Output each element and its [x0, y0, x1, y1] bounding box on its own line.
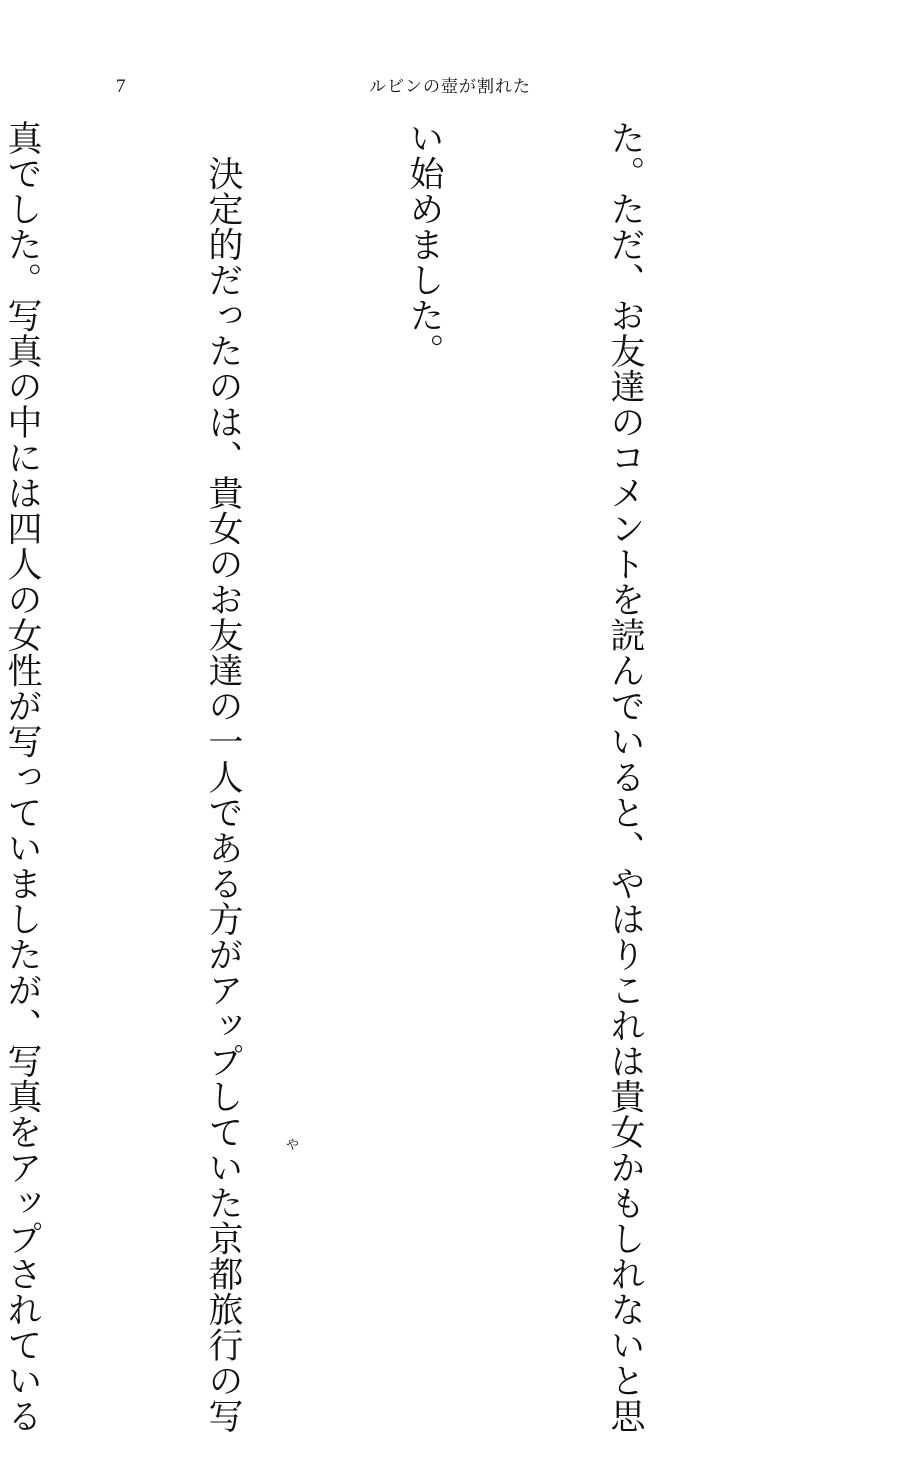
ruby-annotation: や [286, 1138, 300, 1153]
text-line: 真でした。写真の中には四人の女性が写っていましたが、写真をアップされている [2, 120, 42, 1434]
body-text [0, 120, 792, 1434]
running-title: ルビンの壺が割れた [369, 77, 531, 97]
text-line: 決定的だったのは、貴女のお友達の一人である方がアップしていた京都旅行の写 [203, 120, 243, 1434]
text-line: い始めました。 [404, 120, 444, 369]
page-number: 7 [116, 76, 126, 97]
text-line: た。ただ、お友達のコメントを読んでいると、やはりこれは貴女かもしれないと思 [605, 120, 645, 1434]
